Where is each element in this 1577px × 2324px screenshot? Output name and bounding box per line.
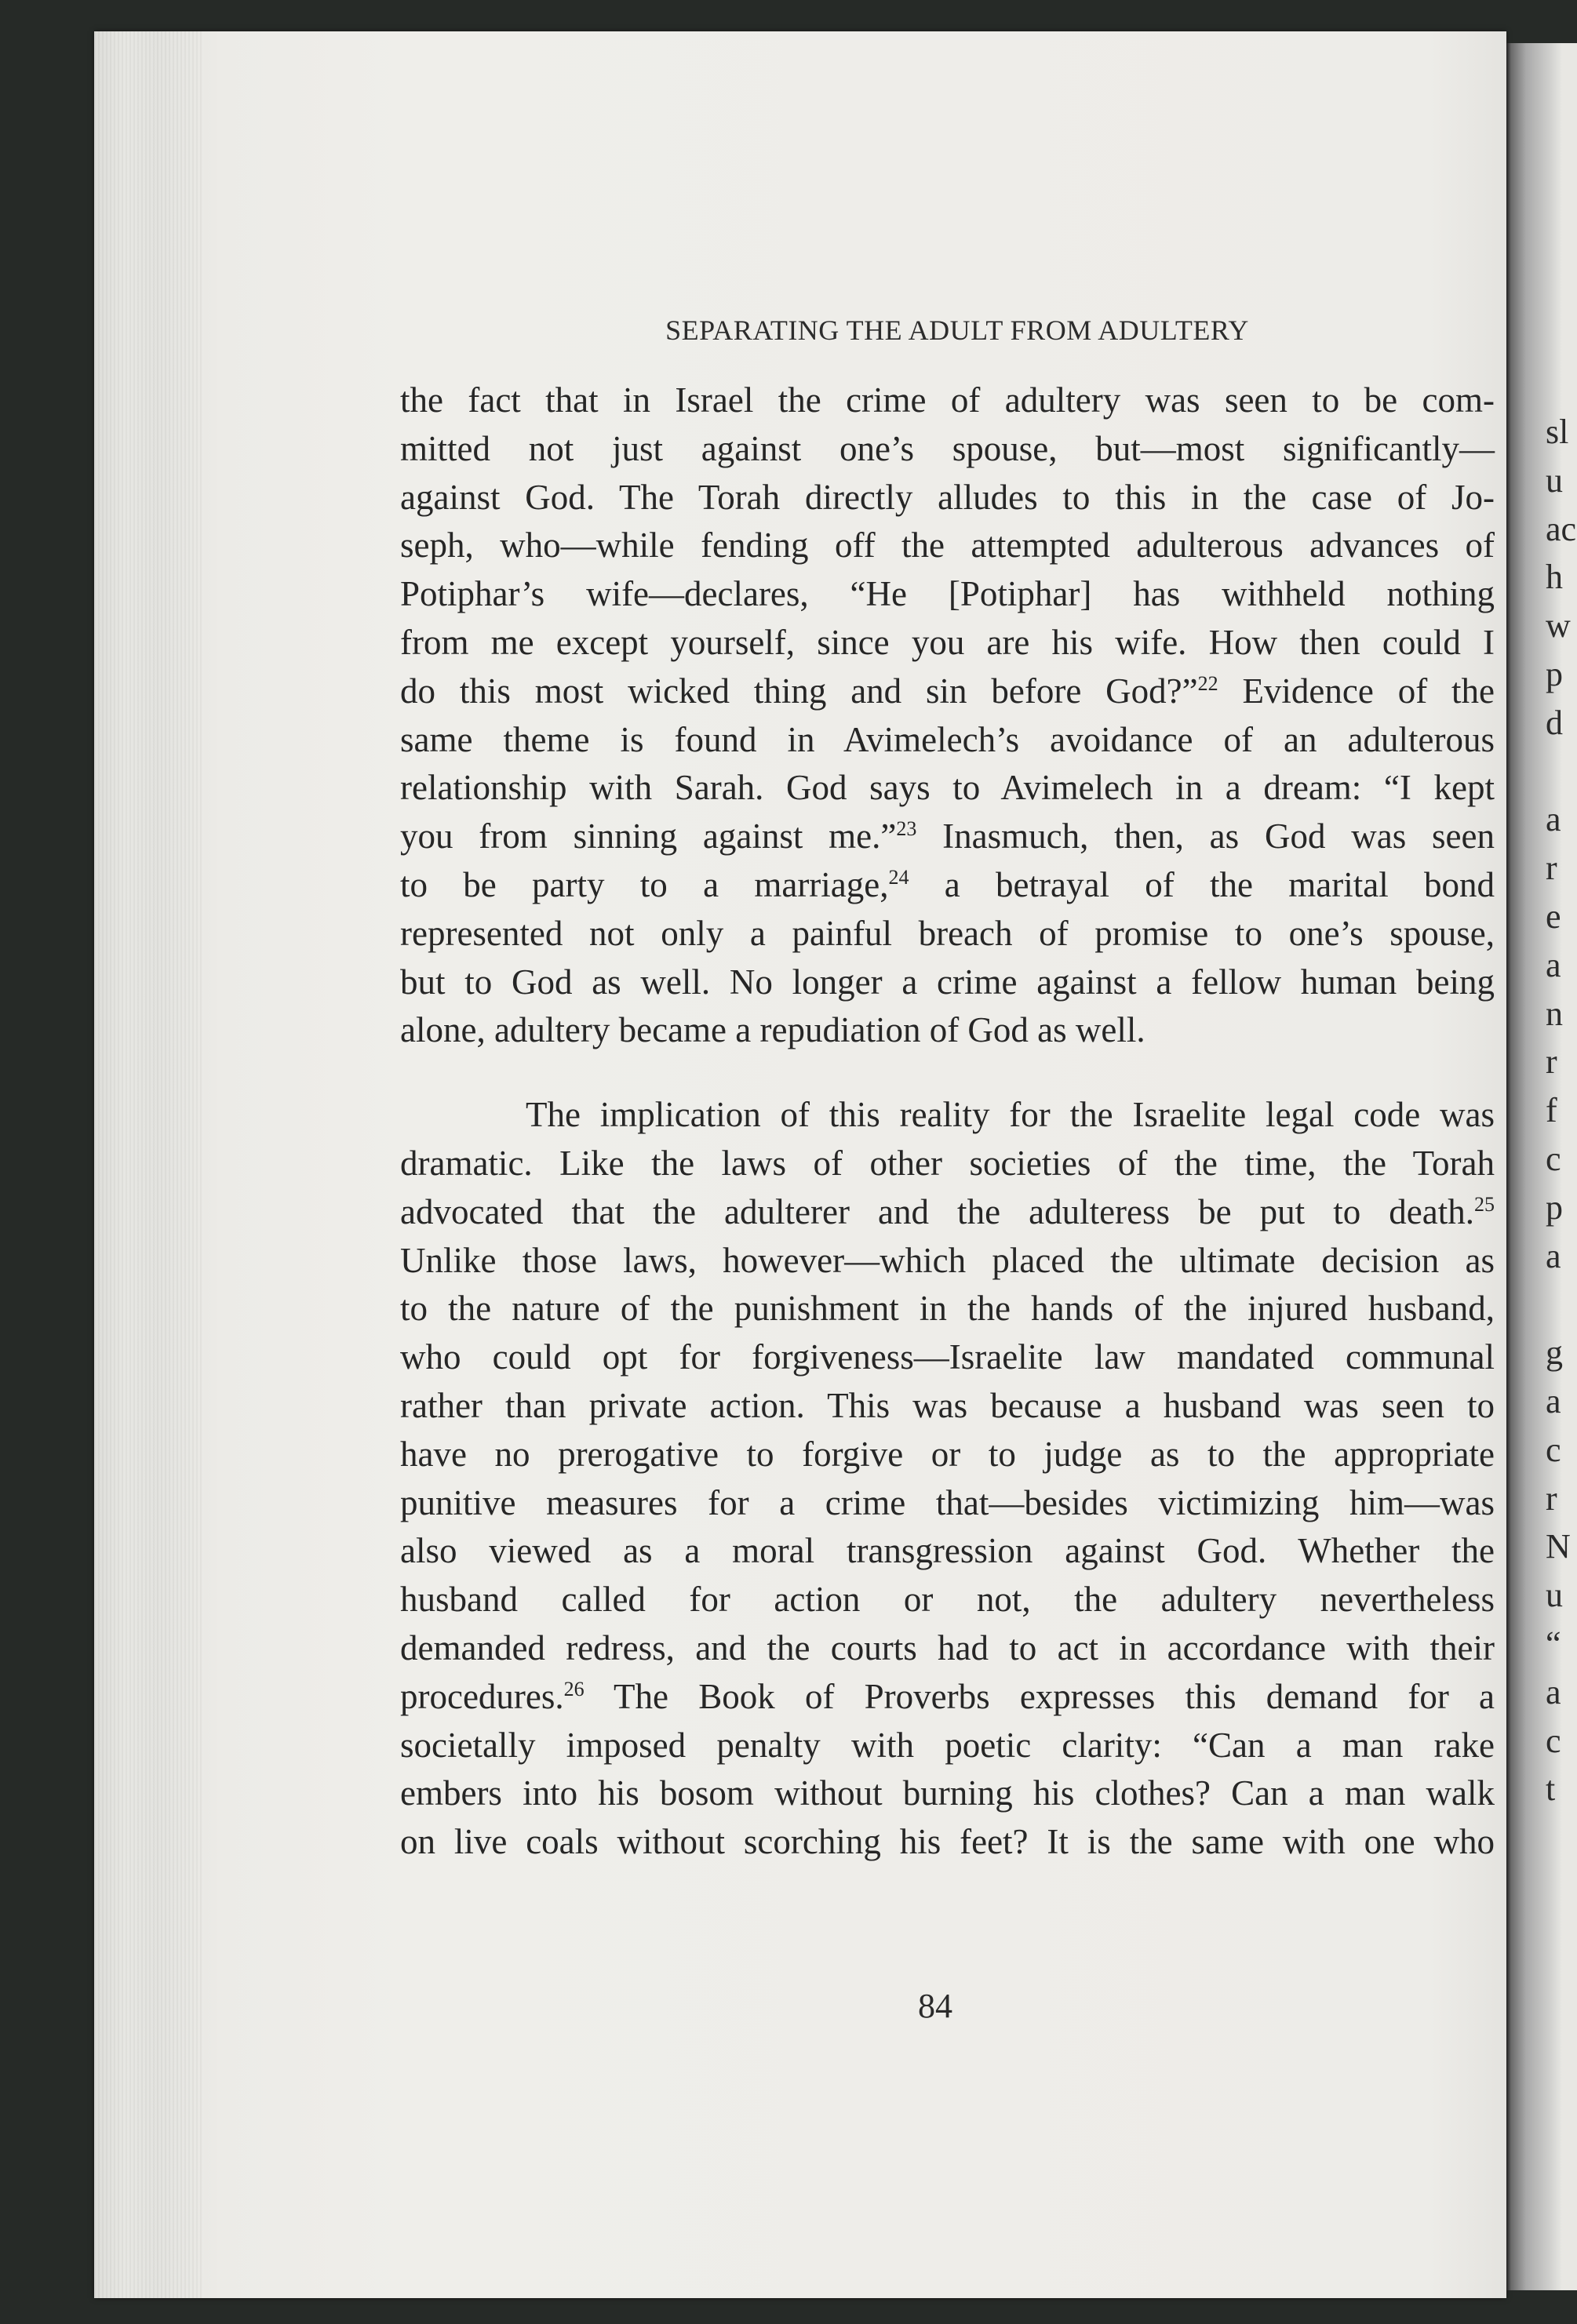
- text-line: seph, who—while fending off the attempted adulterous advances of: [400, 526, 1495, 566]
- facing-line-fragment: p: [1546, 654, 1563, 693]
- text-line: have no prerogative to forgive or to judge as to the appropriate: [400, 1434, 1495, 1474]
- facing-line-fragment: g: [1546, 1333, 1563, 1373]
- text-line: from me except yourself, since you are his wife. How then could I: [400, 622, 1495, 662]
- text-line: societally imposed penalty with poetic clarity: “Can a man rake: [400, 1725, 1495, 1765]
- text-line: on live coals without scorching his feet? It is the same with one who: [400, 1822, 1495, 1862]
- text-line: the fact that in Israel the crime of adultery was seen to be com-: [400, 380, 1495, 420]
- text-line: dramatic. Like the laws of other societies of the time, the Torah: [400, 1143, 1495, 1183]
- facing-line-fragment: e: [1546, 897, 1561, 936]
- text-line: against God. The Torah directly alludes to this in the case of Jo-: [400, 477, 1495, 517]
- text-line: alone, adultery became a repudiation of God as well.: [400, 1010, 1145, 1050]
- facing-line-fragment: a: [1546, 1236, 1561, 1275]
- text-line: punitive measures for a crime that—besides victimizing him—was: [400, 1482, 1495, 1522]
- facing-line-fragment: u: [1546, 1576, 1563, 1615]
- paragraph-gap: [400, 1055, 1495, 1091]
- facing-line-fragment: r: [1546, 849, 1557, 888]
- facing-line-fragment: ac: [1546, 509, 1577, 548]
- paragraph: [400, 376, 1495, 1055]
- facing-page-text: [1546, 408, 1576, 1813]
- text-line: but to God as well. No longer a crime against a fellow human being: [400, 962, 1495, 1002]
- facing-line-fragment: d: [1546, 703, 1563, 742]
- facing-line-fragment: u: [1546, 460, 1563, 500]
- facing-line-fragment: t: [1546, 1769, 1556, 1809]
- facing-line-fragment: p: [1546, 1187, 1563, 1227]
- facing-line-fragment: [1546, 1280, 1576, 1329]
- facing-line-fragment: “: [1546, 1624, 1561, 1663]
- footnote-ref: 24: [888, 865, 909, 889]
- facing-line-fragment: N: [1546, 1527, 1571, 1566]
- facing-line-fragment: h: [1546, 558, 1563, 597]
- footnote-ref: 26: [563, 1677, 585, 1700]
- facing-line-fragment: f: [1546, 1091, 1557, 1130]
- footnote-ref: 23: [896, 817, 917, 841]
- text-line: to be party to a marriage,$^{24}$ a betrayal of the marital bond: [400, 864, 1495, 904]
- page-stack-edge: [94, 31, 204, 2298]
- facing-line-fragment: c: [1546, 1721, 1561, 1760]
- text-line: who could opt for forgiveness—Israelite law mandated communal: [400, 1337, 1495, 1377]
- text-line: Potiphar’s wife—declares, “He [Potiphar] has withheld nothing: [400, 574, 1495, 614]
- body-text: [400, 376, 1495, 1867]
- text-line: you from sinning against me.”$^{23}$ Inasmuch, then, as God was seen: [400, 816, 1495, 856]
- facing-line-fragment: n: [1546, 994, 1563, 1033]
- facing-line-fragment: c: [1546, 1430, 1561, 1469]
- text-line: do this most wicked thing and sin before God?”$^{22}$ Evidence of the: [400, 671, 1495, 711]
- text-line: also viewed as a moral transgression against God. Whether the: [400, 1531, 1495, 1571]
- facing-line-fragment: w: [1546, 606, 1571, 646]
- text-line: same theme is found in Avimelech’s avoidance of an adulterous: [400, 719, 1495, 759]
- text-line: husband called for action or not, the adultery nevertheless: [400, 1580, 1495, 1620]
- facing-line-fragment: [1546, 747, 1576, 796]
- text-line: advocated that the adulterer and the adulteress be put to death.$^{25}$: [400, 1191, 1495, 1231]
- text-line: to the nature of the punishment in the hands of the injured husband,: [400, 1289, 1495, 1329]
- facing-line-fragment: r: [1546, 1042, 1557, 1082]
- text-line: procedures.$^{26}$ The Book of Proverbs expresses this demand for a: [400, 1676, 1495, 1716]
- paragraph: [400, 1091, 1495, 1867]
- text-line: relationship with Sarah. God says to Avimelech in a dream: “I kept: [400, 768, 1495, 808]
- running-head: SEPARATING THE ADULT FROM ADULTERY: [665, 315, 1249, 346]
- page-number: 84: [918, 1987, 952, 2025]
- facing-line-fragment: a: [1546, 1381, 1561, 1420]
- text-line: The implication of this reality for the Israelite legal code was: [526, 1095, 1495, 1135]
- facing-line-fragment: c: [1546, 1139, 1561, 1178]
- facing-line-fragment: a: [1546, 800, 1561, 839]
- text-line: Unlike those laws, however—which placed the ultimate decision as: [400, 1240, 1495, 1280]
- facing-line-fragment: sl: [1546, 413, 1569, 451]
- facing-line-fragment: a: [1546, 1672, 1561, 1711]
- text-line: embers into his bosom without burning his clothes? Can a man walk: [400, 1773, 1495, 1813]
- facing-line-fragment: a: [1546, 945, 1561, 984]
- text-line: represented not only a painful breach of promise to one’s spouse,: [400, 913, 1495, 953]
- text-line: rather than private action. This was because a husband was seen to: [400, 1385, 1495, 1425]
- footnote-ref: 22: [1197, 671, 1218, 695]
- footnote-ref: 25: [1474, 1192, 1495, 1216]
- facing-line-fragment: r: [1546, 1478, 1557, 1518]
- text-line: demanded redress, and the courts had to act in accordance with their: [400, 1628, 1495, 1668]
- text-line: mitted not just against one’s spouse, but—most significantly—: [400, 428, 1495, 468]
